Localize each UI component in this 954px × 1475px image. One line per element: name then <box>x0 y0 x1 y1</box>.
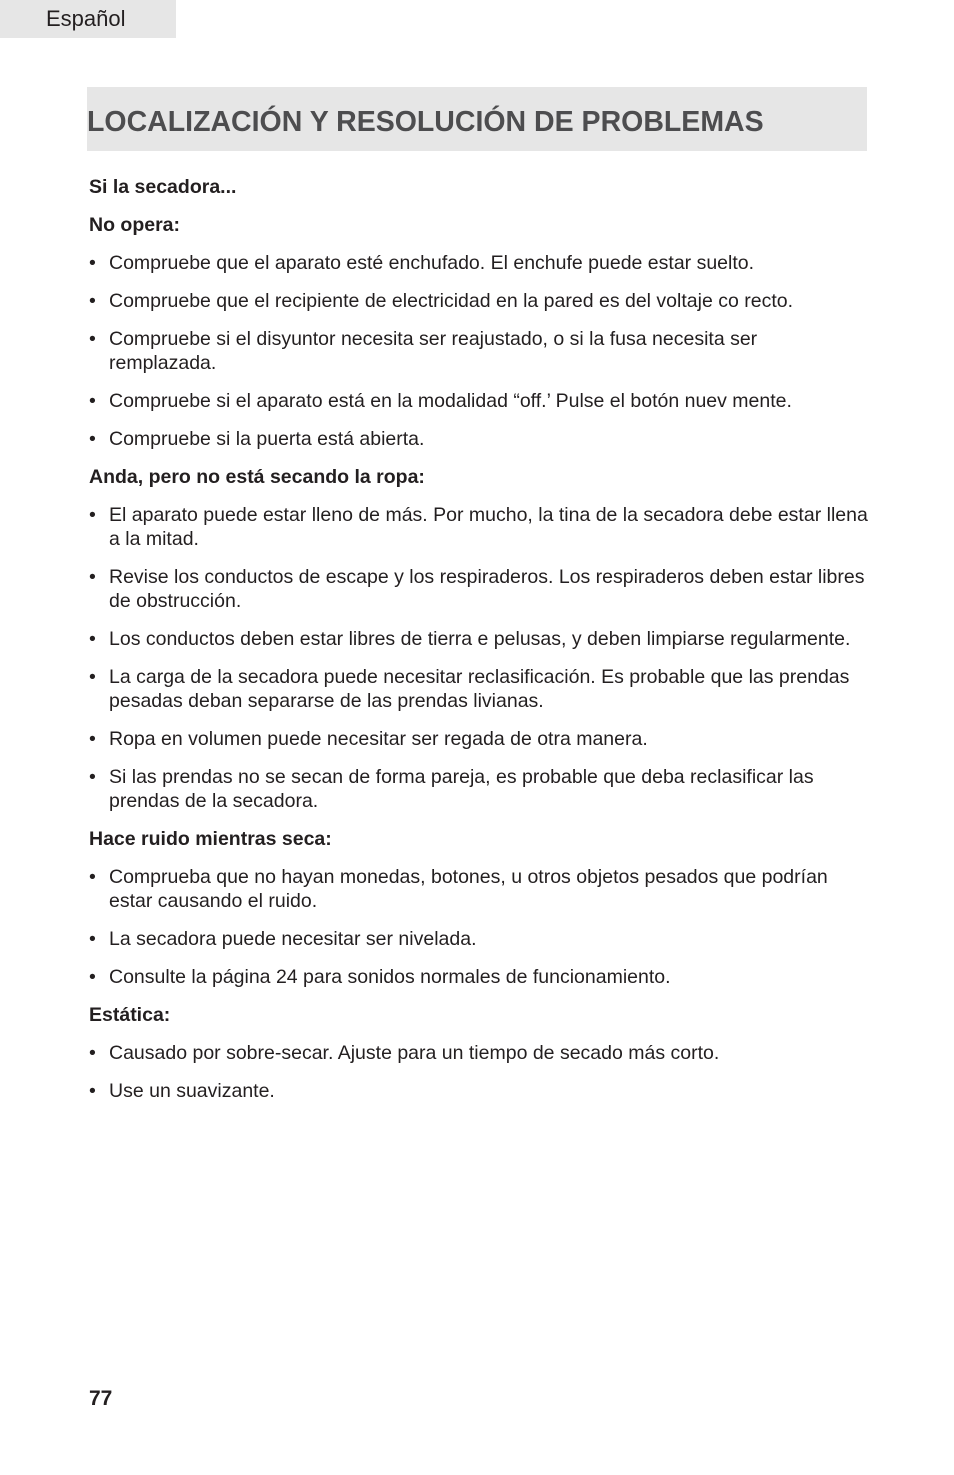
list-item-text: Revise los conductos de escape y los respiraderos. Los respiraderos deben estar libres de obstrucción. <box>109 566 865 612</box>
bullet-icon: • <box>89 504 96 526</box>
bullet-icon: • <box>89 766 96 788</box>
list-item-text: Compruebe que el aparato esté enchufado. El enchufe puede estar suelto. <box>109 252 755 274</box>
list-item <box>89 1079 869 1103</box>
bullet-icon: • <box>89 252 96 274</box>
main-content <box>89 175 869 1117</box>
list-item-text: Use un suavizante. <box>109 1080 275 1102</box>
page-number: 77 <box>89 1387 113 1410</box>
list-item-text: La secadora puede necesitar ser nivelada. <box>109 928 477 950</box>
list-item-text: Compruebe si la puerta está abierta. <box>109 428 425 450</box>
list-item-text: Consulte la página 24 para sonidos normales de funcionamiento. <box>109 966 671 988</box>
list-item-text: El aparato puede estar lleno de más. Por mucho, la tina de la secadora debe estar llena a la mitad. <box>109 504 868 550</box>
list-item <box>89 765 869 813</box>
list-item-text: La carga de la secadora puede necesitar reclasificación. Es probable que las prendas pesadas deban separarse de las prendas livianas. <box>109 666 850 712</box>
list-item <box>89 565 869 613</box>
list-item-text: Ropa en volumen puede necesitar ser regada de otra manera. <box>109 728 648 750</box>
list-item-text: Causado por sobre-secar. Ajuste para un tiempo de secado más corto. <box>109 1042 720 1064</box>
list-item-text: Si las prendas no se secan de forma pareja, es probable que deba reclasificar las prendas de la secadora. <box>109 766 814 812</box>
list-item <box>89 627 869 651</box>
list-item-text: Compruebe que el recipiente de electricidad en la pared es del voltaje co recto. <box>109 290 793 312</box>
section-heading: No opera: <box>89 214 181 236</box>
bullet-icon: • <box>89 966 96 988</box>
list-item <box>89 727 869 751</box>
language-tab <box>0 0 176 38</box>
list-item <box>89 289 869 313</box>
list-item <box>89 665 869 713</box>
list-item <box>89 865 869 913</box>
list-item-text: Comprueba que no hayan monedas, botones, u otros objetos pesados que podrían estar causando el ruido. <box>109 866 828 912</box>
bullet-icon: • <box>89 728 96 750</box>
list-item <box>89 251 869 275</box>
bullet-icon: • <box>89 390 96 412</box>
bullet-icon: • <box>89 1042 96 1064</box>
list-item <box>89 427 869 451</box>
section-heading: Hace ruido mientras seca: <box>89 828 332 850</box>
section-heading: Estática: <box>89 1004 171 1026</box>
bullet-icon: • <box>89 628 96 650</box>
bullet-icon: • <box>89 328 96 350</box>
list-item-text: Compruebe si el disyuntor necesita ser reajustado, o si la fusa necesita ser remplazada. <box>109 328 758 374</box>
list-item-text: Compruebe si el aparato está en la modalidad “off.’ Pulse el botón nuev mente. <box>109 390 792 412</box>
list-item <box>89 503 869 551</box>
bullet-list <box>89 865 869 989</box>
intro-text: Si la secadora... <box>89 176 237 198</box>
page-title: LOCALIZACIÓN Y RESOLUCIÓN DE PROBLEMAS <box>87 106 764 138</box>
title-bar <box>87 87 867 151</box>
bullet-list <box>89 503 869 813</box>
bullet-list <box>89 251 869 451</box>
list-item <box>89 965 869 989</box>
section-heading: Anda, pero no está secando la ropa: <box>89 466 425 488</box>
bullet-icon: • <box>89 566 96 588</box>
bullet-icon: • <box>89 866 96 888</box>
list-item <box>89 327 869 375</box>
bullet-icon: • <box>89 1080 96 1102</box>
bullet-icon: • <box>89 666 96 688</box>
list-item <box>89 389 869 413</box>
language-label: Español <box>46 6 126 31</box>
list-item-text: Los conductos deben estar libres de tierra e pelusas, y deben limpiarse regularmente. <box>109 628 851 650</box>
list-item <box>89 1041 869 1065</box>
bullet-icon: • <box>89 428 96 450</box>
sections-container <box>89 213 869 1103</box>
bullet-icon: • <box>89 290 96 312</box>
bullet-list <box>89 1041 869 1103</box>
bullet-icon: • <box>89 928 96 950</box>
list-item <box>89 927 869 951</box>
